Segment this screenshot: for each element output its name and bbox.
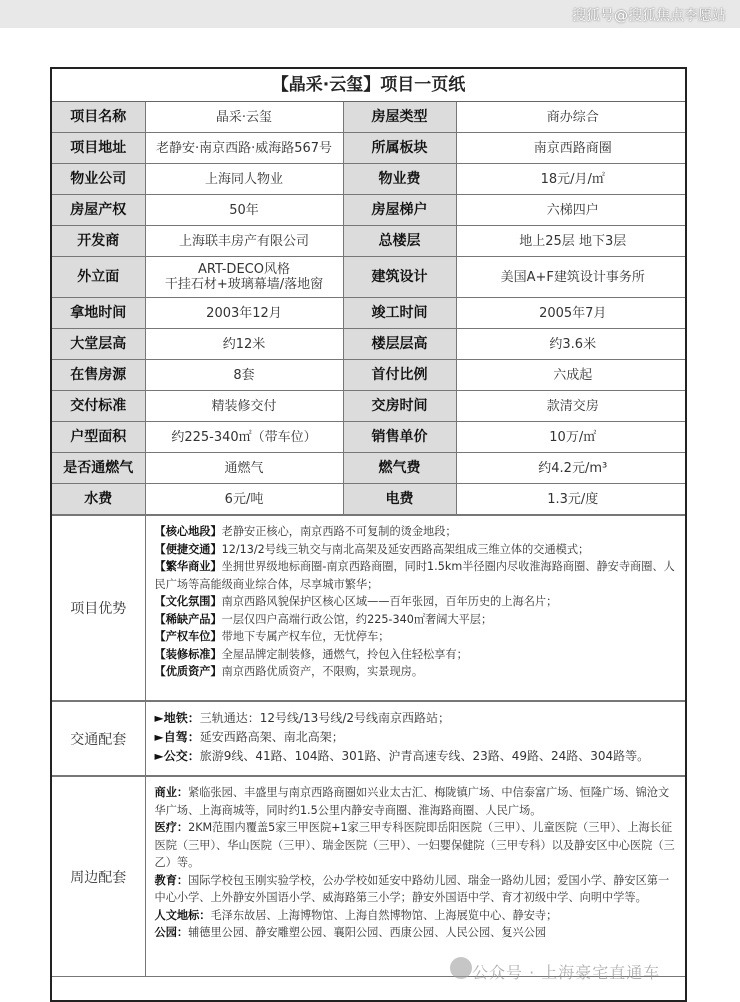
info-value: 2003年12月	[145, 298, 343, 329]
info-value: 8套	[145, 360, 343, 391]
info-value: 上海同人物业	[145, 164, 343, 195]
list-item-text: 带地下专属产权车位，无忧停车；	[221, 630, 390, 643]
info-row	[52, 329, 687, 360]
info-label: 房屋产权	[52, 195, 145, 226]
info-label: 物业公司	[52, 164, 145, 195]
traffic-section	[52, 701, 685, 776]
info-value: 老静安·南京西路·威海路567号	[145, 133, 343, 164]
info-value: 款清交房	[456, 391, 687, 422]
list-item-key: 教育：	[154, 873, 189, 887]
list-item-key: ►公交：	[154, 749, 200, 763]
list-item-text: 旅游9线、41路、104路、301路、沪青高速专线、23路、49路、24路、304路等。	[199, 749, 650, 763]
list-item-text: 辅德里公园、静安雕塑公园、襄阳公园、西康公园、人民公园、复兴公园	[188, 926, 547, 939]
info-value: 10万/㎡	[456, 422, 687, 453]
traffic-list	[147, 703, 685, 772]
info-label: 交付标准	[52, 391, 145, 422]
info-value: 50年	[145, 195, 343, 226]
info-label: 房屋类型	[343, 102, 456, 133]
info-value: 晶采·云玺	[145, 102, 343, 133]
info-value: 南京西路商圈	[456, 133, 687, 164]
list-item	[155, 747, 679, 766]
list-item-text: 坐拥世界级地标商圈-南京西路商圈，同时1.5km半径圈内尽收淮海路商圈、静安寺商圈、人民广场等高能级商业综合体，尽享城市繁华；	[154, 560, 675, 591]
list-item	[155, 819, 679, 872]
list-item-text: 延安西路高架、南北高架；	[199, 730, 344, 744]
watermark-top: 搜狐号@搜狐焦点李愿站	[572, 8, 726, 24]
list-item	[155, 872, 679, 907]
list-item	[155, 907, 679, 925]
info-row	[52, 484, 687, 515]
info-label: 电费	[343, 484, 456, 515]
info-value: 约225-340㎡（带车位）	[145, 422, 343, 453]
list-item-key: 【优质资产】	[154, 665, 222, 678]
list-item	[155, 611, 679, 629]
info-label: 项目地址	[52, 133, 145, 164]
list-item-text: 12/13/2号线三轨交与南北高架及延安西路高架组成三维立体的交通模式；	[221, 542, 590, 556]
info-value: 通燃气	[145, 453, 343, 484]
info-label: 总楼层	[343, 226, 456, 257]
info-label: 外立面	[52, 257, 145, 298]
info-value: 六梯四户	[456, 195, 687, 226]
surroundings-label: 周边配套	[52, 777, 145, 977]
info-label: 销售单价	[343, 422, 456, 453]
info-value: 约4.2元/m³	[456, 453, 687, 484]
list-item-key: 公园：	[154, 926, 189, 939]
info-value: 上海联丰房产有限公司	[145, 226, 343, 257]
info-label: 房屋梯户	[343, 195, 456, 226]
list-item	[155, 523, 679, 541]
info-label: 项目名称	[52, 102, 145, 133]
info-row	[52, 133, 687, 164]
info-row	[52, 164, 687, 195]
list-item-key: 人文地标：	[154, 908, 211, 922]
surroundings-section	[52, 776, 685, 977]
info-table	[52, 102, 687, 515]
info-label: 竣工时间	[343, 298, 456, 329]
list-item-text: 三轨通达：12号线/13号线/2号线南京西路站；	[199, 711, 450, 725]
info-value: 6元/吨	[145, 484, 343, 515]
info-value: 2005年7月	[456, 298, 687, 329]
info-value	[145, 257, 343, 298]
list-item	[155, 728, 679, 747]
list-item-key: 【便捷交通】	[154, 542, 222, 556]
project-sheet	[50, 67, 687, 1002]
info-value: 精装修交付	[145, 391, 343, 422]
info-label: 水费	[52, 484, 145, 515]
info-label: 开发商	[52, 226, 145, 257]
info-value: 地上25层 地下3层	[456, 226, 687, 257]
watermark-bottom: 公众号 · 上海豪宅直通车	[472, 963, 661, 982]
list-item	[155, 784, 679, 819]
info-row	[52, 453, 687, 484]
list-item-key: ►地铁：	[154, 711, 200, 725]
list-item-text: 紧临张园、丰盛里与南京西路商圈如兴业太古汇、梅陇镇广场、中信泰富广场、恒隆广场、锦沧文华广场、上海商城等，同时约1.5公里内静安寺商圈、淮海路商圈、人民广场。	[154, 786, 670, 817]
info-label: 拿地时间	[52, 298, 145, 329]
list-item-key: 【稀缺产品】	[154, 612, 222, 626]
info-value: 美国A+F建筑设计事务所	[456, 257, 687, 298]
list-item	[155, 558, 679, 593]
info-value: 约3.6米	[456, 329, 687, 360]
list-item-text: 2KM范围内覆盖5家三甲医院+1家三甲专科医院即岳阳医院（三甲）、儿童医院（三甲）、上海长征医院（三甲）、华山医院（三甲）、瑞金医院（三甲）、一妇婴保健院（三甲专科）以及静安区中心医院（三乙）等。	[154, 821, 675, 869]
traffic-label: 交通配套	[52, 702, 145, 776]
list-item-key: ►自驾：	[154, 730, 200, 744]
list-item	[155, 663, 679, 681]
info-row	[52, 226, 687, 257]
list-item-text: 一层仅四户高端行政公馆，约225-340㎡奢阔大平层；	[221, 612, 493, 626]
list-item-text: 国际学校包玉刚实验学校，公办学校如延安中路幼儿园、瑞金一路幼儿园；爱国小学、静安区第一中心小学、上外静安外国语小学、威海路第三小学；静安外国语中学、育才初级中学、向明中学等。	[154, 873, 670, 904]
list-item	[155, 541, 679, 559]
info-row	[52, 102, 687, 133]
watermark-logo-icon	[450, 957, 472, 979]
info-value-line: 干挂石材+玻璃幕墙/落地窗	[164, 277, 324, 292]
list-item	[155, 593, 679, 611]
info-value: 商办综合	[456, 102, 687, 133]
list-item-key: 【文化氛围】	[154, 595, 222, 608]
info-row	[52, 422, 687, 453]
advantages-section	[52, 515, 685, 701]
info-label: 大堂层高	[52, 329, 145, 360]
info-label: 户型面积	[52, 422, 145, 453]
info-label: 楼层层高	[343, 329, 456, 360]
list-item	[155, 924, 679, 942]
top-banner	[0, 0, 740, 28]
info-value: 1.3元/度	[456, 484, 687, 515]
list-item	[155, 646, 679, 664]
info-label: 燃气费	[343, 453, 456, 484]
info-label: 交房时间	[343, 391, 456, 422]
info-label: 首付比例	[343, 360, 456, 391]
list-item-text: 毛泽东故居、上海博物馆、上海自然博物馆、上海展览中心、静安寺；	[210, 908, 558, 922]
info-value: 约12米	[145, 329, 343, 360]
advantages-list	[147, 517, 685, 687]
info-row	[52, 195, 687, 226]
list-item-key: 医疗：	[154, 821, 189, 834]
info-row	[52, 360, 687, 391]
info-row	[52, 257, 687, 298]
list-item-key: 【装修标准】	[154, 647, 222, 661]
list-item	[155, 709, 679, 728]
info-value-line: ART-DECO风格	[198, 262, 290, 277]
list-item-key: 商业：	[154, 786, 189, 799]
info-label: 在售房源	[52, 360, 145, 391]
list-item-text: 全屋品牌定制装修，通燃气，拎包入住轻松享有；	[221, 647, 468, 661]
info-row	[52, 391, 687, 422]
list-item	[155, 628, 679, 646]
info-value: 18元/月/㎡	[456, 164, 687, 195]
info-label: 所属板块	[343, 133, 456, 164]
list-item-key: 【产权车位】	[154, 630, 222, 643]
info-row	[52, 298, 687, 329]
info-label: 建筑设计	[343, 257, 456, 298]
info-label: 物业费	[343, 164, 456, 195]
info-label: 是否通燃气	[52, 453, 145, 484]
list-item-text: 老静安正核心，南京西路不可复制的烫金地段；	[221, 525, 457, 538]
list-item-text: 南京西路优质资产，不限购，实景现房。	[221, 665, 424, 678]
info-value: 六成起	[456, 360, 687, 391]
list-item-key: 【繁华商业】	[154, 560, 222, 573]
surroundings-list	[147, 778, 685, 948]
list-item-key: 【核心地段】	[154, 525, 222, 538]
advantages-label: 项目优势	[52, 516, 145, 701]
sheet-title: 【晶采·云玺】项目一页纸	[52, 69, 685, 102]
list-item-text: 南京西路风貌保护区核心区域——百年张园，百年历史的上海名片；	[221, 595, 558, 608]
